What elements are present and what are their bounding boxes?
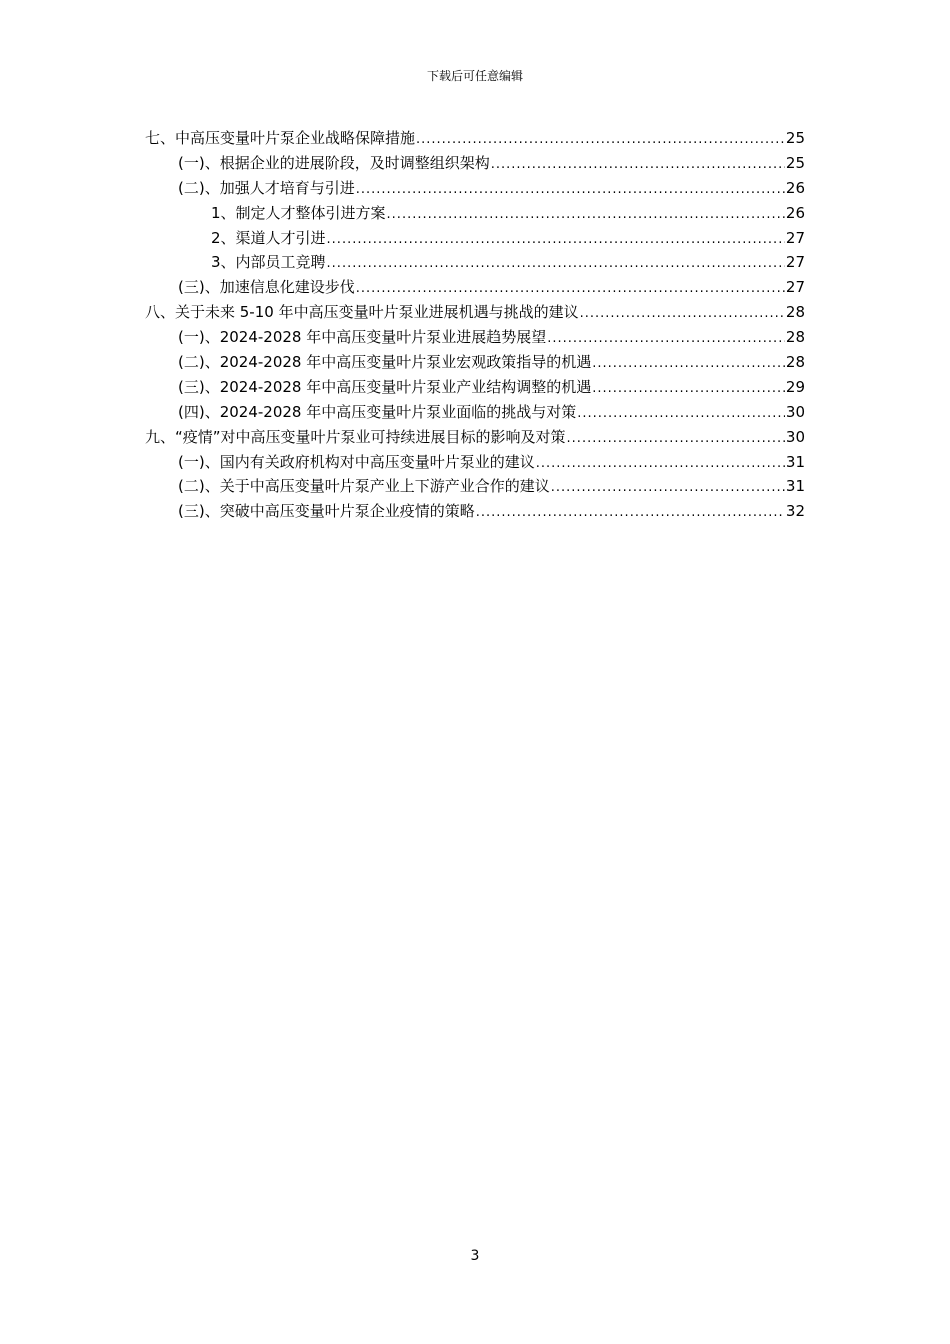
toc-entry-page: 27: [785, 228, 805, 247]
toc-entry-title: (四)、2024-2028 年中高压变量叶片泵业面临的挑战与对策: [178, 402, 577, 421]
toc-leader-dots: [592, 377, 785, 402]
toc-entry-title: 八、关于未来 5-10 年中高压变量叶片泵业进展机遇与挑战的建议: [145, 303, 579, 322]
toc-entry-title: (二)、2024-2028 年中高压变量叶片泵业宏观政策指导的机遇: [178, 353, 592, 372]
toc-leader-dots: [356, 277, 785, 302]
toc-entry[interactable]: [145, 300, 805, 325]
toc-entry-page: 29: [785, 377, 805, 396]
toc-entry[interactable]: [145, 425, 805, 450]
toc-entry[interactable]: [145, 474, 805, 499]
toc-entry[interactable]: [145, 151, 805, 176]
toc-entry-title: (三)、突破中高压变量叶片泵企业疫情的策略: [178, 502, 475, 521]
toc-entry-page: 31: [785, 452, 805, 471]
toc-entry-page: 30: [785, 427, 805, 446]
toc-entry-page: 26: [785, 178, 805, 197]
toc-leader-dots: [577, 402, 785, 427]
toc-entry-page: 28: [785, 353, 805, 372]
toc-leader-dots: [327, 252, 785, 277]
toc-entry-title: 2、渠道人才引进: [211, 228, 326, 247]
toc-leader-dots: [491, 153, 785, 178]
page-header-note: 下载后可任意编辑: [426, 69, 523, 83]
toc-entry-page: 31: [785, 477, 805, 496]
toc-entry[interactable]: [145, 201, 805, 226]
toc-entry-page: 32: [785, 502, 805, 521]
toc-leader-dots: [327, 228, 785, 253]
toc-entry-title: (一)、国内有关政府机构对中高压变量叶片泵业的建议: [178, 452, 535, 471]
toc-leader-dots: [356, 178, 785, 203]
table-of-contents: [145, 126, 805, 524]
toc-entry-title: (二)、关于中高压变量叶片泵产业上下游产业合作的建议: [178, 477, 550, 496]
toc-entry-page: 30: [785, 402, 805, 421]
toc-leader-dots: [547, 327, 785, 352]
toc-entry-page: 28: [785, 328, 805, 347]
toc-entry[interactable]: [145, 176, 805, 201]
page-number: 3: [470, 1248, 480, 1264]
toc-entry-title: (一)、根据企业的进展阶段，及时调整组织架构: [178, 153, 490, 172]
toc-entry-page: 27: [785, 253, 805, 272]
toc-leader-dots: [536, 452, 785, 477]
toc-entry-title: 1、制定人才整体引进方案: [211, 203, 386, 222]
toc-entry[interactable]: [145, 126, 805, 151]
toc-leader-dots: [580, 302, 785, 327]
toc-entry-title: (三)、2024-2028 年中高压变量叶片泵业产业结构调整的机遇: [178, 377, 592, 396]
toc-entry[interactable]: [145, 350, 805, 375]
toc-leader-dots: [592, 352, 785, 377]
toc-leader-dots: [551, 476, 785, 501]
toc-entry-title: (一)、2024-2028 年中高压变量叶片泵业进展趋势展望: [178, 328, 547, 347]
toc-entry-page: 25: [785, 129, 805, 147]
toc-entry-page: 27: [785, 278, 805, 297]
toc-entry[interactable]: [145, 450, 805, 475]
toc-entry[interactable]: [145, 275, 805, 300]
toc-entry-title: 九、“疫情”对中高压变量叶片泵业可持续进展目标的影响及对策: [145, 427, 566, 446]
toc-entry[interactable]: [145, 250, 805, 275]
toc-entry-title: (二)、加强人才培育与引进: [178, 178, 355, 197]
toc-entry-page: 28: [785, 303, 805, 322]
toc-entry[interactable]: [145, 400, 805, 425]
toc-entry-page: 26: [785, 203, 805, 222]
toc-entry[interactable]: [145, 226, 805, 251]
toc-leader-dots: [387, 203, 785, 228]
toc-leader-dots: [567, 427, 785, 452]
toc-entry-title: 3、内部员工竞聘: [211, 253, 326, 272]
toc-entry[interactable]: [145, 499, 805, 524]
toc-entry-page: 25: [785, 153, 805, 172]
toc-entry-title: 七、中高压变量叶片泵企业战略保障措施: [145, 129, 416, 147]
toc-leader-dots: [476, 501, 785, 526]
toc-entry-title: (三)、加速信息化建设步伐: [178, 278, 355, 297]
toc-entry[interactable]: [145, 375, 805, 400]
toc-leader-dots: [416, 128, 785, 153]
toc-entry[interactable]: [145, 325, 805, 350]
